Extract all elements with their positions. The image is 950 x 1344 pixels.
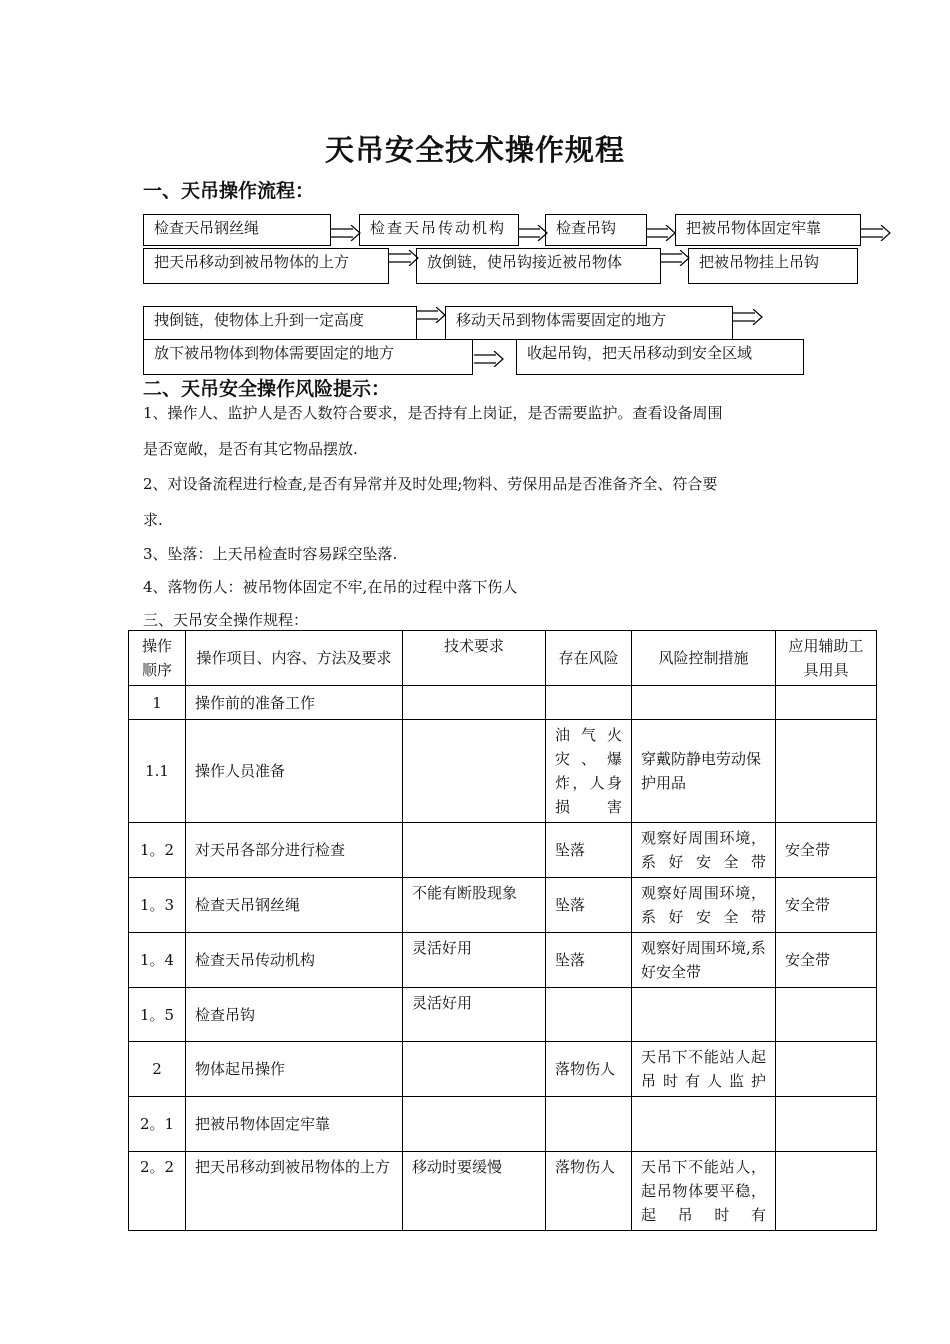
cell-item: 检查天吊钢丝绳 [186,878,403,933]
section-1-heading: 一、天吊操作流程： [143,180,315,202]
flow-arrow-icon [646,225,676,241]
table-row [129,878,877,933]
flow-arrow-icon [861,225,891,241]
cell-item: 把被吊物体固定牢靠 [186,1097,403,1152]
cell-tech [403,686,546,720]
cell-tool: 安全带 [776,878,877,933]
cell-risk: 落物伤人 [546,1152,632,1231]
risk-line: 4、落物伤人：被吊物体固定不牢,在吊的过程中落下伤人 [143,578,518,596]
cell-control [632,686,776,720]
cell-control [632,1097,776,1152]
cell-tool [776,1042,877,1097]
cell-risk: 坠落 [546,823,632,878]
cell-no: 1。4 [129,933,186,988]
flow-step-put-down: 放下被吊物体到物体需要固定的地方 [143,339,473,375]
section-2-heading: 二、天吊安全操作风险提示： [143,378,391,400]
table-row [129,686,877,720]
cell-control [632,988,776,1042]
table-row [129,720,877,823]
cell-tool [776,1097,877,1152]
cell-tech: 灵活好用 [403,933,546,988]
column-header-control: 风险控制措施 [632,631,776,686]
cell-risk [546,1097,632,1152]
cell-no: 2。2 [129,1152,186,1231]
column-header-item: 操作项目、内容、方法及要求 [186,631,403,686]
page-title: 天吊安全技术操作规程 [324,133,625,167]
flow-arrow-icon [389,250,419,266]
cell-tech [403,1097,546,1152]
cell-no: 1 [129,686,186,720]
cell-tech [403,823,546,878]
flow-step-attach-hook: 把被吊物挂上吊钩 [688,248,858,284]
column-header-tech: 技术要求 [403,631,546,686]
column-header-no: 操作顺序 [129,631,186,686]
table-row [129,1152,877,1231]
table-row [129,1097,877,1152]
cell-control: 观察好周围环境,系好安全带 [632,933,776,988]
cell-tech: 灵活好用 [403,988,546,1042]
table-header-row [129,631,877,686]
column-header-risk: 存在风险 [546,631,632,686]
risk-line: 是否宽敞，是否有其它物品摆放. [143,440,358,458]
cell-control: 穿戴防静电劳动保护用品 [632,720,776,823]
risk-line: 3、坠落：上天吊检查时容易踩空坠落. [143,545,398,563]
flow-arrow-icon [660,250,690,266]
table-row [129,823,877,878]
flow-step-check-wire-rope: 检查天吊钢丝绳 [143,214,331,246]
cell-control: 天吊下不能站人，起吊物体要平稳，起吊时有 [632,1152,776,1231]
cell-no: 1。3 [129,878,186,933]
cell-item: 检查吊钩 [186,988,403,1042]
cell-no: 2。1 [129,1097,186,1152]
flow-step-check-drive: 检查天吊传动机构 [359,214,519,246]
operation-table [128,630,877,1231]
table-row [129,933,877,988]
flow-step-check-hook: 检查吊钩 [545,214,647,246]
section-3-heading: 三、天吊安全操作规程： [143,611,309,629]
table-row [129,988,877,1042]
cell-tool [776,720,877,823]
flow-arrow-icon [474,351,504,367]
flow-step-lower-chain: 放倒链，使吊钩接近被吊物体 [416,248,661,284]
flow-arrow-icon [331,225,361,241]
cell-no: 1。2 [129,823,186,878]
flow-step-raise-object: 拽倒链，使物体上升到一定高度 [143,306,417,340]
risk-line: 求. [143,511,163,529]
cell-tool: 安全带 [776,823,877,878]
cell-tech [403,1042,546,1097]
cell-item: 物体起吊操作 [186,1042,403,1097]
flow-arrow-icon [733,309,763,325]
cell-risk: 坠落 [546,933,632,988]
column-header-tool: 应用辅助工具用具 [776,631,877,686]
cell-tech [403,720,546,823]
cell-no: 1。5 [129,988,186,1042]
risk-line: 2、对设备流程进行检查,是否有异常并及时处理;物料、劳保用品是否准备齐全、符合要 [143,475,718,493]
cell-tool [776,686,877,720]
cell-risk: 坠落 [546,878,632,933]
cell-risk: 落物伤人 [546,1042,632,1097]
cell-tech: 移动时要缓慢 [403,1152,546,1231]
cell-item: 对天吊各部分进行检查 [186,823,403,878]
cell-no: 1.1 [129,720,186,823]
cell-tool [776,1152,877,1231]
cell-risk [546,686,632,720]
cell-risk [546,988,632,1042]
flow-step-move-over-object: 把天吊移动到被吊物体的上方 [143,248,389,284]
cell-item: 检查天吊传动机构 [186,933,403,988]
risk-line: 1、操作人、监护人是否人数符合要求，是否持有上岗证，是否需要监护。查看设备周围 [143,404,723,422]
flow-step-fix-object: 把被吊物体固定牢靠 [675,214,861,246]
cell-control: 观察好周围环境，系好安全带 [632,823,776,878]
cell-item: 操作前的准备工作 [186,686,403,720]
flow-step-stow-hook: 收起吊钩，把天吊移动到安全区域 [516,339,804,375]
cell-item: 把天吊移动到被吊物体的上方 [186,1152,403,1231]
cell-risk: 油气火灾、爆炸，人身损害 [546,720,632,823]
cell-tool [776,988,877,1042]
cell-control: 天吊下不能站人起吊时有人监护 [632,1042,776,1097]
flow-arrow-icon [416,307,446,323]
cell-item: 操作人员准备 [186,720,403,823]
flow-arrow-icon [518,225,548,241]
cell-tool: 安全带 [776,933,877,988]
flow-step-move-to-place: 移动天吊到物体需要固定的地方 [445,306,733,340]
cell-control: 观察好周围环境，系好安全带 [632,878,776,933]
cell-no: 2 [129,1042,186,1097]
table-row [129,1042,877,1097]
cell-tech: 不能有断股现象 [403,878,546,933]
